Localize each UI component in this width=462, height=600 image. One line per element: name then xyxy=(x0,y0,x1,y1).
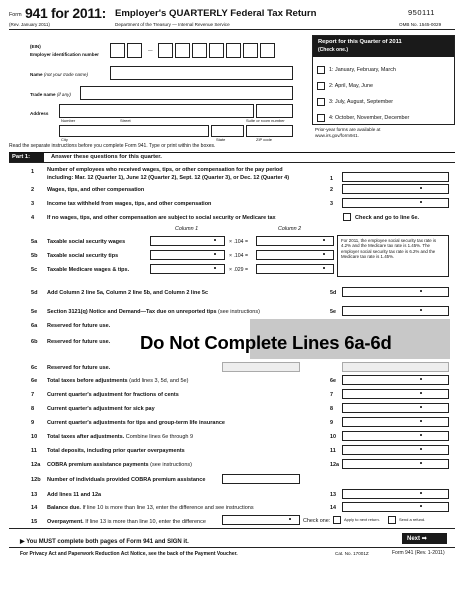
line-8-input[interactable] xyxy=(342,403,449,413)
line-5c-multiplier: × .029 = xyxy=(229,267,249,273)
next-button[interactable]: Next ➡ xyxy=(402,533,447,544)
line-7-text: Current quarter's adjustment for fractions of cents xyxy=(47,392,179,398)
ein-digit-5[interactable] xyxy=(192,43,207,58)
name-label: Name (not your trade name) xyxy=(30,72,88,77)
line-14-text: Balance due. If line 10 is more than line 13, enter the difference and see instructions xyxy=(47,505,254,511)
ein-sublabel: Employer identification number xyxy=(30,52,99,57)
address-label: Address xyxy=(30,111,49,116)
trade-name-input[interactable] xyxy=(80,86,293,100)
name-input[interactable] xyxy=(110,66,293,80)
line-12a-input[interactable] xyxy=(342,459,449,469)
line-5c-col2-input[interactable] xyxy=(256,264,334,274)
send-refund-checkbox[interactable] xyxy=(388,516,396,524)
line-10-text: Total taxes after adjustments. Combine lines 6e through 9 xyxy=(47,434,194,440)
ein-label: (EIN) xyxy=(30,44,41,49)
line-11-text: Total deposits, including prior quarter overpayments xyxy=(47,448,185,454)
line-13-text: Add lines 11 and 12a xyxy=(47,492,102,498)
street-input[interactable] xyxy=(59,104,254,118)
line-5b-col1-input[interactable] xyxy=(150,250,225,260)
line-15-input[interactable] xyxy=(222,515,300,525)
prior-year-url[interactable]: www.irs.gov/form941. xyxy=(315,133,359,138)
tax-rate-note: For 2011, the employee social security tax rate is 4.2% and the Medicare tax rate is 1.45%. The employer social security tax rate is 6.2% and the Medicare tax rate is 1.45%. xyxy=(337,235,449,277)
line-6a-text: Reserved for future use. xyxy=(47,323,111,329)
check-one-label: Check one: xyxy=(303,518,331,524)
line-3-input[interactable] xyxy=(342,198,449,208)
line-6c-input xyxy=(222,362,300,372)
line-6d-input xyxy=(342,362,449,372)
prior-year-note: Prior-year forms are available at xyxy=(315,127,381,132)
line-9-text: Current quarter's adjustments for tips and group-term life insurance xyxy=(47,420,225,426)
must-complete-note: ▶ You MUST complete both pages of Form 941 and SIGN it. xyxy=(20,539,189,545)
ein-digit-3[interactable] xyxy=(158,43,173,58)
quarter-3-checkbox[interactable] xyxy=(317,98,325,106)
apply-next-return-label: Apply to next return. xyxy=(344,517,380,522)
zip-label: ZIP code xyxy=(256,137,272,142)
form-code: 950111 xyxy=(408,8,435,17)
line-5a-col1-input[interactable] xyxy=(150,236,225,246)
ein-digit-2[interactable] xyxy=(127,43,142,58)
quarter-3-label: 3: July, August, September xyxy=(329,99,394,105)
quarter-2-label: 2: April, May, June xyxy=(329,83,373,89)
quarter-2-checkbox[interactable] xyxy=(317,82,325,90)
arrow-right-icon: ▶ xyxy=(20,539,25,545)
line-11-input[interactable] xyxy=(342,445,449,455)
line-5e-text: Section 3121(q) Notice and Demand—Tax due on unreported tips (see instructions) xyxy=(47,309,260,315)
line-5c-text: Taxable Medicare wages & tips. xyxy=(47,267,130,273)
line-2-text: Wages, tips, and other compensation xyxy=(47,187,145,193)
do-not-complete-stamp: Do Not Complete Lines 6a-6d xyxy=(140,332,392,353)
revision-date: (Rev. January 2011) xyxy=(9,22,50,27)
line-1-text-b: including: Mar. 12 (Quarter 1), June 12 (Quarter 2), Sept. 12 (Quarter 3), or Dec. 12 (Quarter 4) xyxy=(47,175,290,181)
city-input[interactable] xyxy=(59,125,209,137)
line-6c-text: Reserved for future use. xyxy=(47,365,111,371)
line-5d-input[interactable] xyxy=(342,287,449,297)
line-4-checkbox[interactable] xyxy=(343,213,351,221)
instructions-line: Read the separate instructions before you complete Form 941. Type or print within the boxes. xyxy=(9,143,216,149)
line-15-text: Overpayment. If line 13 is more than line 10, enter the difference xyxy=(47,519,206,525)
quarter-title: Report for this Quarter of 2011 xyxy=(318,39,402,45)
department-line: Department of the Treasury — Internal Revenue Service xyxy=(115,22,230,27)
apply-next-return-checkbox[interactable] xyxy=(333,516,341,524)
suite-input[interactable] xyxy=(256,104,293,118)
ein-digit-4[interactable] xyxy=(175,43,190,58)
line-5c-col1-input[interactable] xyxy=(150,264,225,274)
line-3-text: Income tax withheld from wages, tips, and other compensation xyxy=(47,201,212,207)
line-12b-text: Number of individuals provided COBRA premium assistance xyxy=(47,477,206,483)
ein-digit-8[interactable] xyxy=(243,43,258,58)
line-7-input[interactable] xyxy=(342,389,449,399)
form-reference: Form 941 (Rev. 1-2011) xyxy=(392,550,445,556)
line-6b-text: Reserved for future use. xyxy=(47,339,111,345)
quarter-box xyxy=(312,35,455,125)
state-label: State xyxy=(216,137,226,142)
form-title: 941 for 2011: xyxy=(25,5,106,21)
line-5e-input[interactable] xyxy=(342,306,449,316)
line-5b-multiplier: × .104 = xyxy=(229,253,249,259)
quarter-1-label: 1: January, February, March xyxy=(329,67,396,73)
city-label: City xyxy=(61,137,68,142)
line-6e-text: Total taxes before adjustments (add lines 3, 5d, and 5e) xyxy=(47,378,189,384)
line-2-input[interactable] xyxy=(342,184,449,194)
ein-digit-6[interactable] xyxy=(209,43,224,58)
line-12b-input[interactable] xyxy=(222,474,300,484)
line-10-input[interactable] xyxy=(342,431,449,441)
line-1-text-a: Number of employees who received wages, tips, or other compensation for the pay period xyxy=(47,167,283,173)
column-2-header: Column 2 xyxy=(278,226,302,232)
line-5b-col2-input[interactable] xyxy=(256,250,334,260)
privacy-notice: For Privacy Act and Paperwork Reduction Act Notice, see the back of the Payment Voucher. xyxy=(20,551,238,557)
catalog-number: Cat. No. 17001Z xyxy=(335,551,369,556)
form-subtitle: Employer's QUARTERLY Federal Tax Return xyxy=(115,8,317,19)
ein-digit-9[interactable] xyxy=(260,43,275,58)
line-4-text: If no wages, tips, and other compensation are subject to social security or Medicare tax xyxy=(47,215,276,221)
part1-title: Answer these questions for this quarter. xyxy=(51,154,162,160)
line-6e-input[interactable] xyxy=(342,375,449,385)
line-12a-text: COBRA premium assistance payments (see instructions) xyxy=(47,462,193,468)
line-8-text: Current quarter's adjustment for sick pay xyxy=(47,406,155,412)
number-label: Number xyxy=(61,118,76,123)
line-4-check-label: Check and go to line 6e. xyxy=(355,215,420,221)
omb-number: OMB No. 1545-0029 xyxy=(399,22,442,27)
line-1-input[interactable] xyxy=(342,172,449,182)
line-5a-col2-input[interactable] xyxy=(256,236,334,246)
quarter-4-label: 4: October, November, December xyxy=(329,115,410,121)
trade-name-label: Trade name (if any) xyxy=(30,92,71,97)
arrow-right-icon: ➡ xyxy=(421,536,427,542)
state-input[interactable] xyxy=(211,125,244,137)
ein-digit-1[interactable] xyxy=(110,43,125,58)
part1-label: Part 1: xyxy=(12,154,31,160)
street-label: Street xyxy=(120,118,131,123)
line-13-input[interactable] xyxy=(342,489,449,499)
form-label: Form xyxy=(9,12,22,18)
line-5b-text: Taxable social security tips xyxy=(47,253,119,259)
quarter-subtitle: (Check one.) xyxy=(318,47,349,53)
line-5a-multiplier: × .104 = xyxy=(229,239,249,245)
column-1-header: Column 1 xyxy=(175,226,199,232)
ein-digit-7[interactable] xyxy=(226,43,241,58)
send-refund-label: Send a refund. xyxy=(399,517,426,522)
quarter-4-checkbox[interactable] xyxy=(317,114,325,122)
line-5d-text: Add Column 2 line 5a, Column 2 line 5b, and Column 2 line 5c xyxy=(47,290,209,296)
line-9-input[interactable] xyxy=(342,417,449,427)
zip-input[interactable] xyxy=(246,125,293,137)
line-14-input[interactable] xyxy=(342,502,449,512)
quarter-1-checkbox[interactable] xyxy=(317,66,325,74)
line-5a-text: Taxable social security wages xyxy=(47,239,126,245)
suite-label: Suite or room number xyxy=(246,118,285,123)
